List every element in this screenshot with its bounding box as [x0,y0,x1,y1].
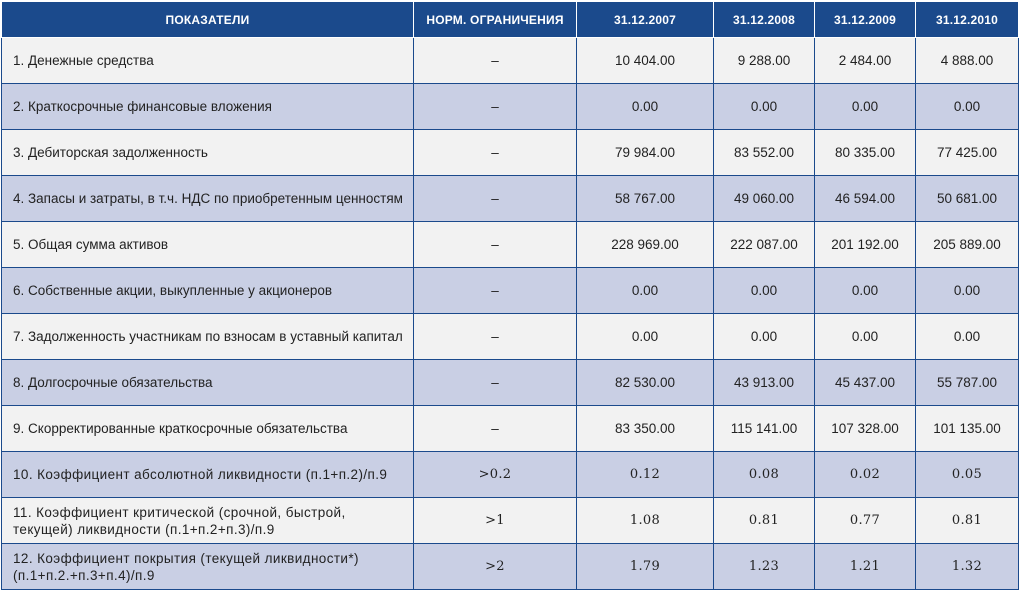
table-row [2,84,1019,130]
row-value-2009: 46 594.00 [815,176,916,222]
row-value-2008: 0.00 [714,268,815,314]
row-value-2009: 0.00 [815,314,916,360]
row-norm: – [414,222,577,268]
row-value-2007: 1.08 [577,498,714,544]
row-value-2010: 205 889.00 [916,222,1019,268]
row-value-2007: 1.79 [577,544,714,590]
row-value-2007: 0.00 [577,268,714,314]
row-value-2008: 49 060.00 [714,176,815,222]
row-label: 9. Скорректированные краткосрочные обязательства [2,406,414,452]
row-label: 11. Коэффициент критической (срочной, быстрой, текущей) ликвидности (п.1+п.2+п.3)/п.9 [2,498,414,544]
header-date-2009: 31.12.2009 [815,2,916,38]
row-value-2007: 0.12 [577,452,714,498]
row-value-2009: 1.21 [815,544,916,590]
row-value-2010: 0.00 [916,268,1019,314]
row-value-2008: 83 552.00 [714,130,815,176]
row-label: 4. Запасы и затраты, в т.ч. НДС по приобретенным ценностям [2,176,414,222]
header-indicators: ПОКАЗАТЕЛИ [2,2,414,38]
row-label: 3. Дебиторская задолженность [2,130,414,176]
row-value-2008: 1.23 [714,544,815,590]
row-value-2010: 0.81 [916,498,1019,544]
row-norm: – [414,268,577,314]
row-value-2008: 222 087.00 [714,222,815,268]
row-norm: >0.2 [414,452,577,498]
row-value-2007: 82 530.00 [577,360,714,406]
row-value-2008: 0.00 [714,84,815,130]
header-date-2010: 31.12.2010 [916,2,1019,38]
row-label: 1. Денежные средства [2,38,414,84]
header-norm-limits: НОРМ. ОГРАНИЧЕНИЯ [414,2,577,38]
row-value-2010: 101 135.00 [916,406,1019,452]
header-date-2007: 31.12.2007 [577,2,714,38]
header-date-2008: 31.12.2008 [714,2,815,38]
table-row [2,268,1019,314]
row-value-2009: 2 484.00 [815,38,916,84]
row-value-2010: 50 681.00 [916,176,1019,222]
row-value-2008: 115 141.00 [714,406,815,452]
liquidity-table [1,1,1019,590]
row-norm: – [414,176,577,222]
table-row [2,176,1019,222]
row-value-2009: 107 328.00 [815,406,916,452]
row-value-2007: 0.00 [577,314,714,360]
row-label: 12. Коэффициент покрытия (текущей ликвидности*) (п.1+п.2.+п.3+п.4)/п.9 [2,544,414,590]
table-row [2,406,1019,452]
row-norm: – [414,314,577,360]
row-label: 7. Задолженность участникам по взносам в уставный капитал [2,314,414,360]
row-value-2008: 43 913.00 [714,360,815,406]
table-row [2,452,1019,498]
row-norm: – [414,38,577,84]
row-label: 10. Коэффициент абсолютной ликвидности (п.1+п.2)/п.9 [2,452,414,498]
row-value-2007: 228 969.00 [577,222,714,268]
row-value-2007: 58 767.00 [577,176,714,222]
row-label: 5. Общая сумма активов [2,222,414,268]
row-label: 8. Долгосрочные обязательства [2,360,414,406]
row-norm: – [414,84,577,130]
table-row [2,544,1019,590]
row-norm: >2 [414,544,577,590]
row-value-2007: 0.00 [577,84,714,130]
table-row [2,498,1019,544]
row-value-2010: 55 787.00 [916,360,1019,406]
row-value-2010: 0.00 [916,84,1019,130]
table-row [2,222,1019,268]
row-value-2009: 0.00 [815,84,916,130]
row-value-2008: 9 288.00 [714,38,815,84]
row-value-2009: 45 437.00 [815,360,916,406]
row-value-2010: 0.05 [916,452,1019,498]
row-value-2009: 80 335.00 [815,130,916,176]
table-row [2,360,1019,406]
row-value-2007: 79 984.00 [577,130,714,176]
row-value-2007: 83 350.00 [577,406,714,452]
row-norm: >1 [414,498,577,544]
header-row [2,2,1019,38]
row-norm: – [414,406,577,452]
row-norm: – [414,360,577,406]
row-value-2009: 0.00 [815,268,916,314]
row-value-2010: 1.32 [916,544,1019,590]
table-row [2,130,1019,176]
row-value-2008: 0.00 [714,314,815,360]
row-value-2010: 77 425.00 [916,130,1019,176]
row-value-2007: 10 404.00 [577,38,714,84]
row-value-2010: 0.00 [916,314,1019,360]
table-row [2,314,1019,360]
row-label: 6. Собственные акции, выкупленные у акционеров [2,268,414,314]
row-value-2008: 0.08 [714,452,815,498]
row-value-2008: 0.81 [714,498,815,544]
row-value-2009: 201 192.00 [815,222,916,268]
row-norm: – [414,130,577,176]
row-value-2009: 0.02 [815,452,916,498]
row-value-2009: 0.77 [815,498,916,544]
row-value-2010: 4 888.00 [916,38,1019,84]
row-label: 2. Краткосрочные финансовые вложения [2,84,414,130]
table-row [2,38,1019,84]
